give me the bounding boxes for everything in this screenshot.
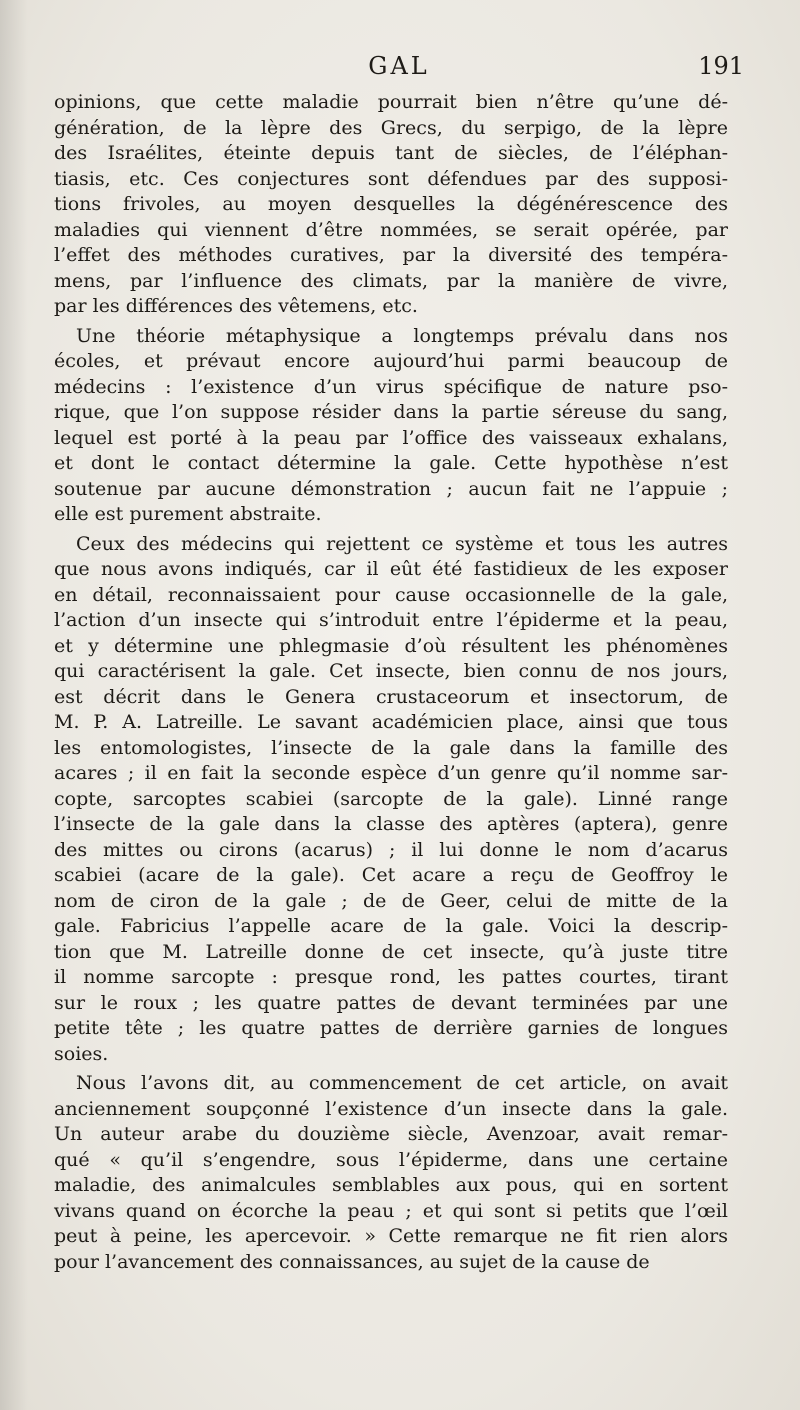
body-text [54, 90, 728, 1275]
text-line: tions frivoles, au moyen desquelles la dégénérescence des [54, 193, 728, 215]
text-line: acares ; il en fait la seconde espèce d’un genre qu’il nomme sar- [54, 762, 728, 784]
text-line: des Israélites, éteinte depuis tant de siècles, de l’éléphan- [54, 142, 728, 164]
text-line: est décrit dans le Genera crustaceorum et insectorum, de [54, 685, 728, 708]
text-line: peut à peine, les apercevoir. » Cette remarque ne fit rien alors [54, 1225, 728, 1247]
text-line: Une théorie métaphysique a longtemps prévalu dans nos [76, 324, 728, 347]
text-line: soies. [54, 1042, 109, 1065]
text-line: qué « qu’il s’engendre, sous l’épiderme, dans une certaine [54, 1148, 728, 1171]
page-header [54, 52, 744, 86]
paragraph [54, 90, 728, 320]
text-line: nom de ciron de la gale ; de de Geer, celui de mitte de la [54, 889, 728, 912]
text-line: sur le roux ; les quatre pattes de devant terminées par une [54, 991, 728, 1014]
text-line: Un auteur arabe du douzième siècle, Avenzoar, avait remar- [54, 1123, 728, 1145]
text-line: scabiei (acare de la gale). Cet acare a reçu de Geoffroy le [54, 864, 728, 886]
paragraph [54, 324, 728, 528]
text-line: les entomologistes, l’insecte de la gale dans la famille des [54, 736, 728, 759]
text-line: maladies qui viennent d’être nommées, se serait opérée, par [54, 218, 728, 241]
text-line: maladie, des animalcules semblables aux pous, qui en sortent [54, 1174, 728, 1196]
text-line: l’effet des méthodes curatives, par la diversité des tempéra- [54, 244, 728, 266]
text-line: il nomme sarcopte : presque rond, les pattes courtes, tirant [54, 966, 728, 988]
running-head: GAL [368, 52, 430, 80]
text-line: par les différences des vêtemens, etc. [54, 295, 418, 317]
text-line: génération, de la lèpre des Grecs, du serpigo, de la lèpre [54, 116, 728, 139]
text-line: et y détermine une phlegmasie d’où résultent les phénomènes [54, 634, 728, 657]
text-line: médecins : l’existence d’un virus spécifique de nature pso- [54, 375, 728, 398]
text-line: écoles, et prévaut encore aujourd’hui parmi beaucoup de [54, 350, 728, 372]
text-line: gale. Fabricius l’appelle acare de la gale. Voici la descrip- [54, 915, 728, 937]
text-line: Nous l’avons dit, au commencement de cet article, on avait [76, 1072, 728, 1094]
text-line: vivans quand on écorche la peau ; et qui sont si petits que l’œil [54, 1199, 728, 1222]
text-line: elle est purement abstraite. [54, 503, 322, 525]
text-line: des mittes ou cirons (acarus) ; il lui donne le nom d’acarus [54, 838, 728, 861]
text-line: que nous avons indiqués, car il eût été fastidieux de les exposer [54, 558, 728, 580]
page-number: 191 [698, 52, 744, 80]
text-line: copte, sarcoptes scabiei (sarcopte de la gale). Linné range [54, 787, 728, 810]
text-line: l’action d’un insecte qui s’introduit entre l’épiderme et la peau, [54, 609, 728, 631]
text-line: lequel est porté à la peau par l’office des vaisseaux exhalans, [54, 426, 728, 449]
paragraph [54, 1071, 728, 1275]
text-line: tion que M. Latreille donne de cet insecte, qu’à juste titre [54, 940, 728, 963]
text-line: et dont le contact détermine la gale. Cette hypothèse n’est [54, 452, 728, 474]
gutter-shadow [0, 0, 28, 1410]
text-line: en détail, reconnaissaient pour cause occasionnelle de la gale, [54, 583, 728, 606]
text-line: petite tête ; les quatre pattes de derrière garnies de longues [54, 1017, 728, 1039]
paragraph [54, 532, 728, 1068]
text-line: opinions, que cette maladie pourrait bien n’être qu’une dé- [54, 91, 728, 113]
text-line: mens, par l’influence des climats, par la manière de vivre, [54, 269, 728, 292]
text-line: tiasis, etc. Ces conjectures sont défendues par des supposi- [54, 167, 728, 190]
text-line: rique, que l’on suppose résider dans la partie séreuse du sang, [54, 401, 728, 423]
text-line: anciennement soupçonné l’existence d’un insecte dans la gale. [54, 1097, 728, 1120]
text-line: Ceux des médecins qui rejettent ce système et tous les autres [76, 532, 728, 555]
text-line: qui caractérisent la gale. Cet insecte, bien connu de nos jours, [54, 660, 728, 682]
text-line: M. P. A. Latreille. Le savant académicien place, ainsi que tous [54, 711, 728, 733]
text-line: l’insecte de la gale dans la classe des aptères (aptera), genre [54, 813, 728, 835]
text-line: pour l’avancement des connaissances, au sujet de la cause de [54, 1250, 650, 1273]
text-line: soutenue par aucune démonstration ; aucun fait ne l’appuie ; [54, 477, 728, 500]
